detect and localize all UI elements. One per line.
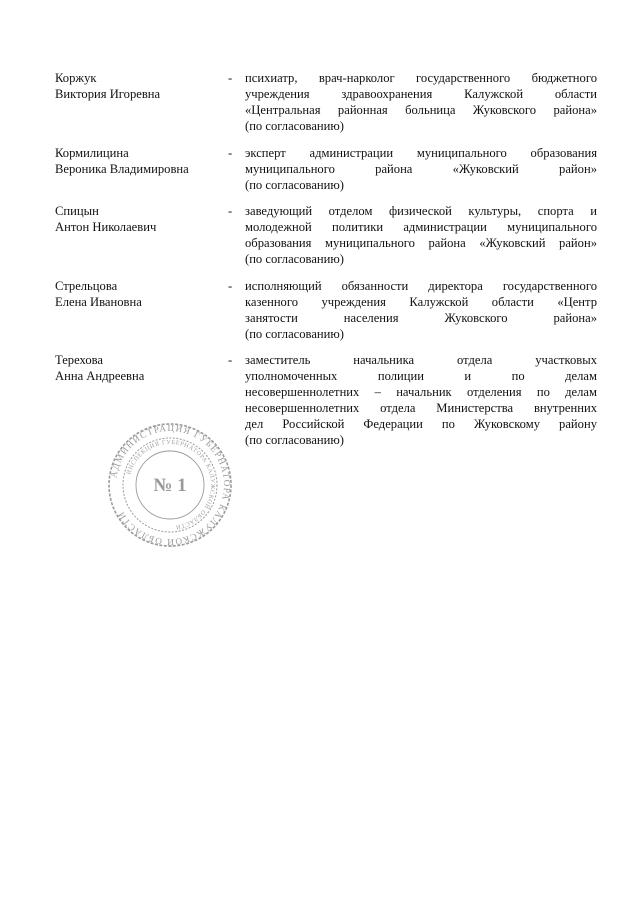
seal-outer-text: АДМИНИСТРАЦИЯ ГУБЕРНАТОРА КАЛУЖСКОЙ ОБЛАСТИ — [108, 422, 233, 548]
separator-dash: - — [228, 279, 233, 293]
member-position — [245, 145, 597, 193]
separator-dash: - — [228, 71, 233, 85]
member-position — [245, 278, 597, 342]
separator-dash: - — [228, 353, 233, 367]
member-surname: Кормилицина — [55, 146, 129, 160]
member-given-names: Виктория Игоревна — [55, 87, 161, 101]
position-line: молодежной политики администрации муниципального — [245, 220, 597, 234]
member-surname: Спицын — [55, 204, 99, 218]
position-line: занятости населения Жуковского района» — [245, 311, 597, 325]
member-name — [55, 70, 235, 102]
position-line: учреждения здравоохранения Калужской области — [245, 87, 597, 101]
position-line: заместитель начальника отдела участковых — [245, 353, 597, 367]
position-line: образования муниципального района «Жуковский район» — [245, 236, 597, 250]
member-name — [55, 145, 235, 177]
position-line: (по согласованию) — [245, 178, 345, 192]
official-seal — [106, 421, 234, 549]
position-line: муниципального района «Жуковский район» — [245, 162, 597, 176]
member-surname: Коржук — [55, 71, 97, 85]
member-given-names: Анна Андреевна — [55, 369, 145, 383]
member-name — [55, 203, 235, 235]
position-line: исполняющий обязанности директора государственного — [245, 279, 597, 293]
position-line: несовершеннолетних отдела Министерства внутренних — [245, 401, 597, 415]
position-line: (по согласованию) — [245, 119, 345, 133]
member-given-names: Елена Ивановна — [55, 295, 142, 309]
member-given-names: Антон Николаевич — [55, 220, 157, 234]
member-position — [245, 203, 597, 267]
member-given-names: Вероника Владимировна — [55, 162, 189, 176]
separator-dash: - — [228, 204, 233, 218]
seal-number: № 1 — [153, 475, 187, 496]
member-name — [55, 278, 235, 310]
position-line: эксперт администрации муниципального образования — [245, 146, 597, 160]
member-surname: Терехова — [55, 353, 104, 367]
position-line: несовершеннолетних – начальник отделения по делам — [245, 385, 597, 399]
member-surname: Стрельцова — [55, 279, 118, 293]
position-line: (по согласованию) — [245, 327, 345, 341]
position-line: психиатр, врач-нарколог государственного бюджетного — [245, 71, 597, 85]
member-name — [55, 352, 235, 384]
position-line: казенного учреждения Калужской области «Центр — [245, 295, 597, 309]
seal-inner-text: ИНСПЕКЦИЯ ГУБЕРНАТОРА КАЛУЖСКОЙ ОБЛАСТИ — [125, 438, 217, 531]
member-position — [245, 70, 597, 134]
position-line: уполномоченных полиции и по делам — [245, 369, 597, 383]
separator-dash: - — [228, 146, 233, 160]
member-position — [245, 352, 597, 448]
position-line: «Центральная районная больница Жуковского района» — [245, 103, 597, 117]
position-line: (по согласованию) — [245, 433, 345, 447]
position-line: (по согласованию) — [245, 252, 345, 266]
position-line: заведующий отделом физической культуры, спорта и — [245, 204, 597, 218]
position-line: дел Российской Федерации по Жуковскому району — [245, 417, 597, 431]
